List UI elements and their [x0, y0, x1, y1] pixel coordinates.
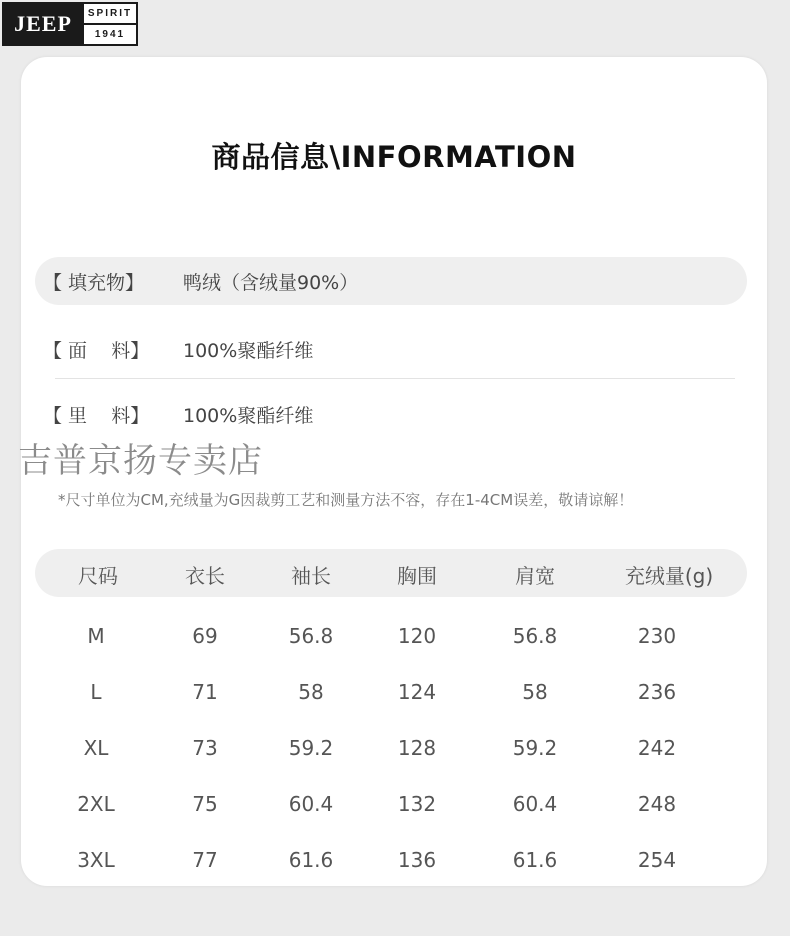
- cell-chest: 120: [397, 624, 437, 648]
- table-row: [21, 840, 767, 880]
- cell-sleeve: 61.6: [288, 848, 334, 872]
- header-shoulder: 肩宽: [515, 564, 555, 588]
- cell-length: 75: [192, 792, 218, 816]
- info-row-lining: [35, 390, 747, 438]
- cell-shoulder: 56.8: [512, 624, 558, 648]
- size-note: *尺寸单位为CM,充绒量为G因裁剪工艺和测量方法不容，存在1-4CM误差，敬请谅解！: [58, 491, 634, 509]
- header-sleeve: 袖长: [291, 564, 331, 588]
- header-length: 衣长: [185, 564, 225, 588]
- cell-size: M: [87, 624, 105, 648]
- info-value: 100%聚酯纤维: [183, 404, 314, 427]
- cell-length: 69: [192, 624, 218, 648]
- divider: [55, 378, 735, 379]
- table-row: [21, 728, 767, 768]
- cell-chest: 132: [397, 792, 437, 816]
- cell-shoulder: 59.2: [512, 736, 558, 760]
- cell-length: 73: [192, 736, 218, 760]
- cell-shoulder: 60.4: [512, 792, 558, 816]
- cell-sleeve: 56.8: [288, 624, 334, 648]
- logo-brand: JEEP: [2, 2, 84, 46]
- cell-shoulder: 58: [522, 680, 548, 704]
- cell-sleeve: 58: [298, 680, 324, 704]
- info-row-filling: [35, 257, 747, 305]
- cell-size: XL: [83, 736, 109, 760]
- table-row: [21, 616, 767, 656]
- logo-tagline: [84, 2, 138, 46]
- cell-down-weight: 236: [637, 680, 677, 704]
- page-title: 商品信息\INFORMATION: [211, 140, 577, 174]
- info-row-fabric: [35, 325, 747, 373]
- logo-line2: 1941: [84, 23, 136, 44]
- info-label: 【 里 料】: [43, 404, 150, 427]
- cell-chest: 136: [397, 848, 437, 872]
- brand-logo: [2, 2, 138, 46]
- cell-length: 77: [192, 848, 218, 872]
- cell-down-weight: 230: [637, 624, 677, 648]
- table-row: [21, 672, 767, 712]
- header-size: 尺码: [78, 564, 118, 588]
- cell-chest: 128: [397, 736, 437, 760]
- cell-size: 2XL: [77, 792, 115, 816]
- cell-chest: 124: [397, 680, 437, 704]
- header-down-weight: 充绒量(g): [624, 564, 714, 588]
- cell-size: L: [90, 680, 102, 704]
- info-label: 【 填充物】: [43, 271, 145, 294]
- table-row: [21, 784, 767, 824]
- cell-length: 71: [192, 680, 218, 704]
- info-value: 鸭绒（含绒量90%）: [183, 271, 359, 294]
- header-chest: 胸围: [397, 564, 437, 588]
- cell-sleeve: 60.4: [288, 792, 334, 816]
- cell-sleeve: 59.2: [288, 736, 334, 760]
- logo-line1: SPIRIT: [87, 8, 133, 19]
- cell-shoulder: 61.6: [512, 848, 558, 872]
- store-watermark: 吉普京扬专卖店: [18, 441, 263, 481]
- cell-down-weight: 248: [637, 792, 677, 816]
- cell-down-weight: 254: [637, 848, 677, 872]
- size-table-header: [35, 549, 747, 597]
- cell-size: 3XL: [77, 848, 115, 872]
- info-label: 【 面 料】: [43, 339, 150, 362]
- info-value: 100%聚酯纤维: [183, 339, 314, 362]
- cell-down-weight: 242: [637, 736, 677, 760]
